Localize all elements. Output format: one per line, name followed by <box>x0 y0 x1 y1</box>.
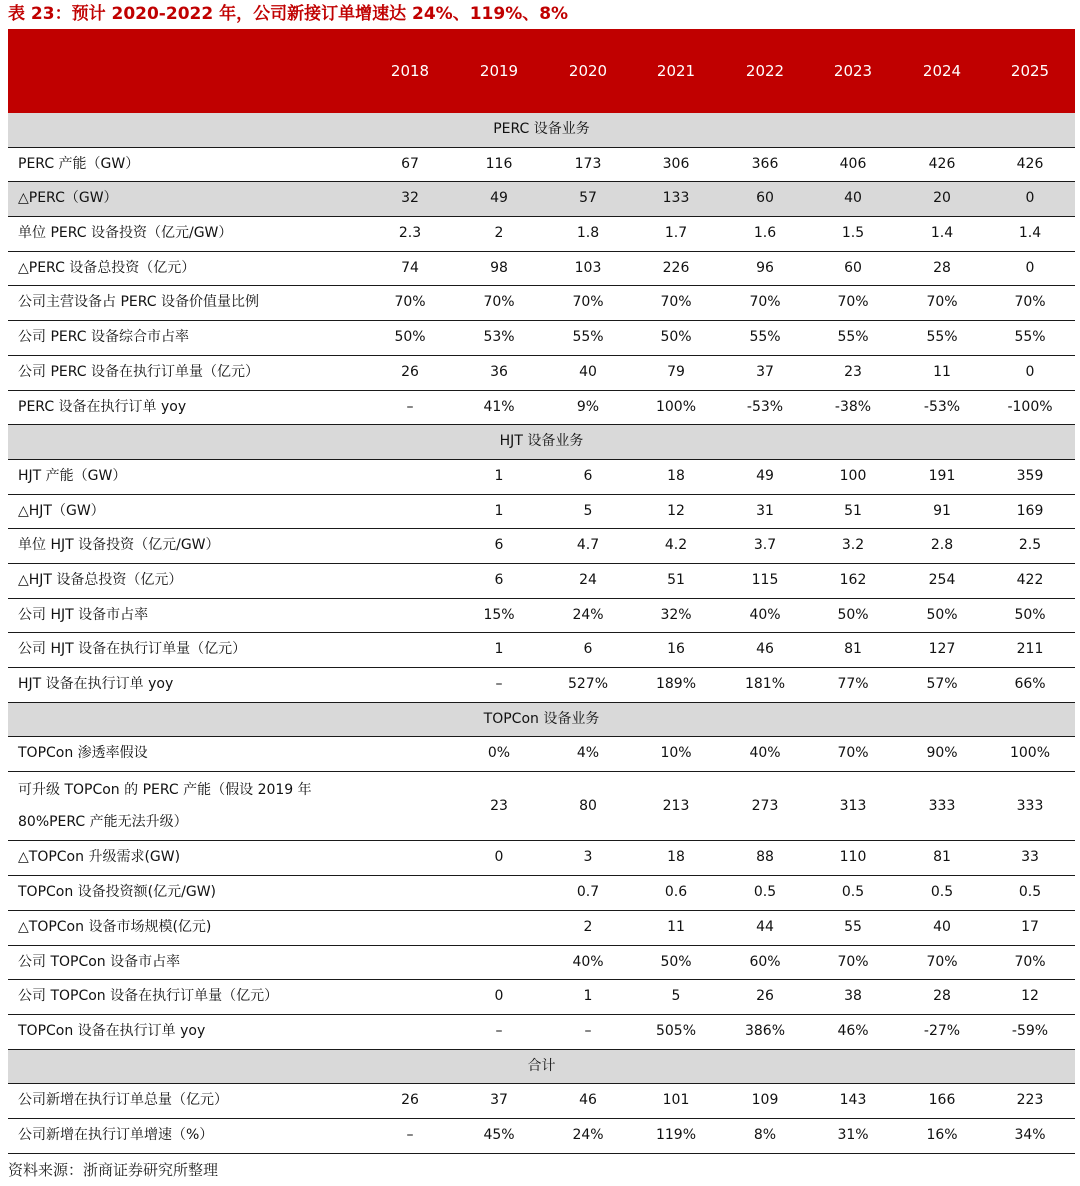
data-table <box>8 29 1075 1154</box>
row-label: 公司 HJT 设备市占率 <box>18 606 149 623</box>
cell-2025: 0 <box>1025 363 1035 380</box>
cell-2025: 50% <box>1014 606 1046 623</box>
table-row <box>8 599 1075 634</box>
table-row <box>8 946 1075 981</box>
cell-2022: 46 <box>756 641 774 658</box>
table-row <box>8 737 1075 772</box>
cell-2022: 181% <box>744 676 786 692</box>
cell-2021: 70% <box>660 294 692 311</box>
cell-2025: 223 <box>1016 1092 1044 1109</box>
year-header-2021: 2021 <box>656 62 696 80</box>
cell-2021: 18 <box>667 849 685 866</box>
cell-2022: 60 <box>756 190 774 207</box>
cell-2022: 70% <box>749 294 781 311</box>
year-header-2025: 2025 <box>1010 62 1050 80</box>
table-row <box>8 529 1075 564</box>
year-header-2023: 2023 <box>833 62 873 80</box>
table-title: 表 23：预计 2020-2022 年，公司新接订单增速达 24%、119%、8% <box>8 4 569 24</box>
cell-2022: 60% <box>749 953 781 970</box>
cell-2024: 166 <box>928 1092 956 1109</box>
row-label: △TOPCon 设备市场规模(亿元) <box>18 918 212 935</box>
row-label: △HJT 设备总投资（亿元） <box>18 571 183 588</box>
cell-2019: 45% <box>483 1126 515 1143</box>
row-label: 单位 HJT 设备投资（亿元/GW） <box>18 537 220 554</box>
cell-2025: 70% <box>1014 294 1046 311</box>
cell-2022: 37 <box>756 363 774 380</box>
table-row <box>8 1119 1075 1154</box>
row-label: TOPCon 设备在执行订单 yoy <box>18 1022 206 1039</box>
cell-2020: 24% <box>572 1126 604 1143</box>
cell-2023: 55 <box>844 918 862 935</box>
cell-2025: 70% <box>1014 953 1046 970</box>
cell-2021: 306 <box>662 155 690 172</box>
cell-2019: 2 <box>494 225 504 242</box>
cell-2025: 17 <box>1021 918 1039 935</box>
cell-2020: 6 <box>583 467 593 484</box>
cell-2022: 31 <box>756 502 774 519</box>
cell-2019: – <box>495 1022 503 1039</box>
cell-2021: 505% <box>655 1022 697 1039</box>
cell-2018: 2.3 <box>398 225 422 242</box>
cell-2021: 50% <box>660 329 692 346</box>
cell-2024: 333 <box>928 798 956 815</box>
cell-2025: 169 <box>1016 502 1044 519</box>
row-label: △HJT（GW） <box>18 502 105 519</box>
cell-2019: 0 <box>494 988 504 1005</box>
cell-2021: 32% <box>660 606 692 623</box>
cell-2018: 70% <box>394 294 426 311</box>
cell-2018: 32 <box>401 190 419 207</box>
cell-2025: -100% <box>1007 398 1053 415</box>
cell-2020: 103 <box>574 259 602 276</box>
table-row <box>8 356 1075 391</box>
cell-2025: 211 <box>1016 641 1044 658</box>
cell-2022: 96 <box>756 259 774 276</box>
cell-2021: 226 <box>662 259 690 276</box>
year-header-2022: 2022 <box>745 62 785 80</box>
cell-2019: 37 <box>490 1092 508 1109</box>
row-label: 公司主营设备占 PERC 设备价值量比例 <box>18 294 259 311</box>
cell-2019: 41% <box>483 398 515 415</box>
cell-2021: 5 <box>671 988 681 1005</box>
cell-2022: 3.7 <box>753 537 777 554</box>
year-header-2024: 2024 <box>922 62 962 80</box>
cell-2024: 1.4 <box>930 225 954 242</box>
table-row <box>8 460 1075 495</box>
cell-2019: 49 <box>490 190 508 207</box>
table-row <box>8 633 1075 668</box>
cell-2019: 36 <box>490 363 508 380</box>
cell-2020: 80 <box>579 798 597 815</box>
table-row <box>8 286 1075 321</box>
cell-2019: 1 <box>494 502 504 519</box>
cell-2022: 0.5 <box>753 884 777 901</box>
cell-2023: 40 <box>844 190 862 207</box>
cell-2022: 49 <box>756 467 774 484</box>
table-row <box>8 1015 1075 1050</box>
table-row <box>8 772 1075 841</box>
cell-2022: -53% <box>746 398 784 415</box>
cell-2024: 90% <box>926 745 958 762</box>
year-header-2020: 2020 <box>568 62 608 80</box>
table-row <box>8 148 1075 183</box>
cell-2025: 426 <box>1016 155 1044 172</box>
cell-2020: 4% <box>576 745 600 762</box>
cell-2023: 55% <box>837 329 869 346</box>
table-row <box>8 980 1075 1015</box>
cell-2020: 1.8 <box>576 225 600 242</box>
cell-2025: 0 <box>1025 259 1035 276</box>
cell-2020: 173 <box>574 155 602 172</box>
table-row <box>8 495 1075 530</box>
cell-2022: 55% <box>749 329 781 346</box>
table-row <box>8 841 1075 876</box>
cell-2018: 74 <box>401 259 419 276</box>
cell-2020: 24 <box>579 571 597 588</box>
cell-2019: 6 <box>494 571 504 588</box>
cell-2018: 50% <box>394 329 426 346</box>
cell-2024: -27% <box>923 1022 961 1039</box>
cell-2024: 70% <box>926 953 958 970</box>
cell-2023: 23 <box>844 363 862 380</box>
cell-2020: 70% <box>572 294 604 311</box>
source-note: 资料来源：浙商证券研究所整理 <box>8 1161 219 1179</box>
cell-2021: 100% <box>655 398 697 415</box>
row-label: △TOPCon 升级需求(GW) <box>18 849 181 866</box>
cell-2020: 4.7 <box>576 537 600 554</box>
section-header: HJT 设备业务 <box>8 425 1075 460</box>
cell-2018: – <box>406 398 414 415</box>
cell-2023: 110 <box>839 849 867 866</box>
cell-2025: 12 <box>1021 988 1039 1005</box>
cell-2021: 16 <box>667 641 685 658</box>
table-row <box>8 564 1075 599</box>
cell-2024: 16% <box>926 1126 958 1143</box>
cell-2020: 46 <box>579 1092 597 1109</box>
cell-2021: 4.2 <box>664 537 688 554</box>
cell-2019: 53% <box>483 329 515 346</box>
table-row <box>8 182 1075 217</box>
row-label: 可升级 TOPCon 的 PERC 产能（假设 2019 年 <box>18 782 312 799</box>
cell-2019: 1 <box>494 467 504 484</box>
cell-2025: 33 <box>1021 849 1039 866</box>
cell-2023: -38% <box>834 398 872 415</box>
cell-2023: 50% <box>837 606 869 623</box>
cell-2024: 28 <box>933 259 951 276</box>
cell-2023: 51 <box>844 502 862 519</box>
cell-2023: 38 <box>844 988 862 1005</box>
section-header: PERC 设备业务 <box>8 113 1075 148</box>
cell-2023: 406 <box>839 155 867 172</box>
cell-2021: 51 <box>667 571 685 588</box>
cell-2020: 55% <box>572 329 604 346</box>
cell-2024: 20 <box>933 190 951 207</box>
table-header <box>8 29 1075 113</box>
row-label: HJT 产能（GW） <box>18 467 127 484</box>
cell-2025: 0 <box>1025 190 1035 207</box>
cell-2024: 127 <box>928 641 956 658</box>
cell-2023: 1.5 <box>841 225 865 242</box>
cell-2020: 40 <box>579 363 597 380</box>
cell-2018: – <box>406 1126 414 1143</box>
cell-2020: 2 <box>583 918 593 935</box>
cell-2024: 0.5 <box>930 884 954 901</box>
cell-2025: 422 <box>1016 571 1044 588</box>
cell-2019: 1 <box>494 641 504 658</box>
cell-2025: 66% <box>1014 676 1046 692</box>
cell-2023: 77% <box>837 676 869 692</box>
cell-2025: 2.5 <box>1018 537 1042 554</box>
cell-2023: 81 <box>844 641 862 658</box>
row-label: 公司 HJT 设备在执行订单量（亿元） <box>18 641 247 658</box>
year-header-2019: 2019 <box>479 62 519 80</box>
cell-2021: 50% <box>660 953 692 970</box>
cell-2021: 101 <box>662 1092 690 1109</box>
cell-2020: 24% <box>572 606 604 623</box>
row-label: △PERC 设备总投资（亿元） <box>18 259 196 276</box>
cell-2021: 133 <box>662 190 690 207</box>
cell-2023: 46% <box>837 1022 869 1039</box>
cell-2020: 3 <box>583 849 593 866</box>
cell-2021: 79 <box>667 363 685 380</box>
cell-2023: 143 <box>839 1092 867 1109</box>
row-label-continued: 80%PERC 产能无法升级） <box>18 814 188 831</box>
cell-2018: 26 <box>401 363 419 380</box>
cell-2021: 119% <box>655 1126 697 1143</box>
cell-2021: 11 <box>667 918 685 935</box>
cell-2024: 57% <box>926 676 958 692</box>
table-row <box>8 321 1075 356</box>
cell-2018: 67 <box>401 155 419 172</box>
cell-2025: 34% <box>1014 1126 1046 1143</box>
table-row <box>8 911 1075 946</box>
cell-2019: 0% <box>487 745 511 762</box>
cell-2020: 1 <box>583 988 593 1005</box>
cell-2021: 1.7 <box>664 225 688 242</box>
cell-2025: 100% <box>1009 745 1051 762</box>
row-label: 公司 PERC 设备在执行订单量（亿元） <box>18 363 259 380</box>
table-body <box>8 113 1075 1154</box>
cell-2023: 313 <box>839 798 867 815</box>
cell-2021: 0.6 <box>664 884 688 901</box>
cell-2021: 213 <box>662 798 690 815</box>
cell-2020: – <box>584 1022 592 1039</box>
row-label: △PERC（GW） <box>18 190 118 207</box>
cell-2024: 191 <box>928 467 956 484</box>
row-label: 公司新增在执行订单总量（亿元） <box>18 1092 228 1109</box>
cell-2022: 1.6 <box>753 225 777 242</box>
cell-2022: 26 <box>756 988 774 1005</box>
cell-2024: 254 <box>928 571 956 588</box>
cell-2019: 116 <box>485 155 513 172</box>
cell-2022: 40% <box>749 745 781 762</box>
section-header: TOPCon 设备业务 <box>8 703 1075 738</box>
cell-2022: 115 <box>751 571 779 588</box>
cell-2019: 6 <box>494 537 504 554</box>
cell-2022: 366 <box>751 155 779 172</box>
cell-2023: 0.5 <box>841 884 865 901</box>
row-label: 单位 PERC 设备投资（亿元/GW） <box>18 225 233 242</box>
cell-2023: 70% <box>837 953 869 970</box>
cell-2022: 8% <box>753 1126 777 1143</box>
cell-2024: 91 <box>933 502 951 519</box>
table-row <box>8 1084 1075 1119</box>
cell-2022: 109 <box>751 1092 779 1109</box>
row-label: 公司 PERC 设备综合市占率 <box>18 329 189 346</box>
cell-2021: 18 <box>667 467 685 484</box>
row-label: HJT 设备在执行订单 yoy <box>18 676 174 692</box>
cell-2024: 11 <box>933 363 951 380</box>
cell-2024: 70% <box>926 294 958 311</box>
cell-2021: 12 <box>667 502 685 519</box>
row-label: PERC 产能（GW） <box>18 155 140 172</box>
cell-2019: 98 <box>490 259 508 276</box>
cell-2020: 40% <box>572 953 604 970</box>
cell-2023: 70% <box>837 745 869 762</box>
cell-2024: 81 <box>933 849 951 866</box>
cell-2023: 60 <box>844 259 862 276</box>
cell-2022: 88 <box>756 849 774 866</box>
cell-2021: 10% <box>660 745 692 762</box>
cell-2020: 0.7 <box>576 884 600 901</box>
cell-2023: 3.2 <box>841 537 865 554</box>
section-header: 合计 <box>8 1050 1075 1085</box>
cell-2019: 23 <box>490 798 508 815</box>
cell-2024: 426 <box>928 155 956 172</box>
cell-2025: 0.5 <box>1018 884 1042 901</box>
table-row <box>8 391 1075 426</box>
cell-2025: 1.4 <box>1018 225 1042 242</box>
cell-2019: 0 <box>494 849 504 866</box>
cell-2025: 359 <box>1016 467 1044 484</box>
row-label: 公司 TOPCon 设备市占率 <box>18 953 181 970</box>
cell-2024: 28 <box>933 988 951 1005</box>
cell-2023: 162 <box>839 571 867 588</box>
cell-2023: 100 <box>839 467 867 484</box>
row-label: TOPCon 渗透率假设 <box>18 745 148 762</box>
cell-2020: 5 <box>583 502 593 519</box>
year-header-2018: 2018 <box>390 62 430 80</box>
cell-2018: 26 <box>401 1092 419 1109</box>
cell-2020: 57 <box>579 190 597 207</box>
row-label: TOPCon 设备投资额(亿元/GW) <box>18 884 217 901</box>
cell-2024: 40 <box>933 918 951 935</box>
cell-2025: 333 <box>1016 798 1044 815</box>
row-label: PERC 设备在执行订单 yoy <box>18 398 187 415</box>
row-label: 公司 TOPCon 设备在执行订单量（亿元） <box>18 988 279 1005</box>
cell-2022: 40% <box>749 606 781 623</box>
cell-2020: 527% <box>567 676 609 692</box>
cell-2023: 31% <box>837 1126 869 1143</box>
table-row <box>8 217 1075 252</box>
cell-2019: 70% <box>483 294 515 311</box>
cell-2025: -59% <box>1011 1022 1049 1039</box>
cell-2021: 189% <box>655 676 697 692</box>
cell-2022: 386% <box>744 1022 786 1039</box>
table-row <box>8 668 1075 703</box>
cell-2024: 55% <box>926 329 958 346</box>
cell-2023: 70% <box>837 294 869 311</box>
cell-2020: 9% <box>576 398 600 415</box>
cell-2025: 55% <box>1014 329 1046 346</box>
cell-2024: 2.8 <box>930 537 954 554</box>
cell-2019: – <box>495 676 503 692</box>
cell-2022: 44 <box>756 918 774 935</box>
cell-2019: 15% <box>483 606 515 623</box>
row-label: 公司新增在执行订单增速（%） <box>18 1126 214 1143</box>
cell-2022: 273 <box>751 798 779 815</box>
cell-2024: -53% <box>923 398 961 415</box>
table-row <box>8 252 1075 287</box>
cell-2024: 50% <box>926 606 958 623</box>
table-row <box>8 876 1075 911</box>
cell-2020: 6 <box>583 641 593 658</box>
